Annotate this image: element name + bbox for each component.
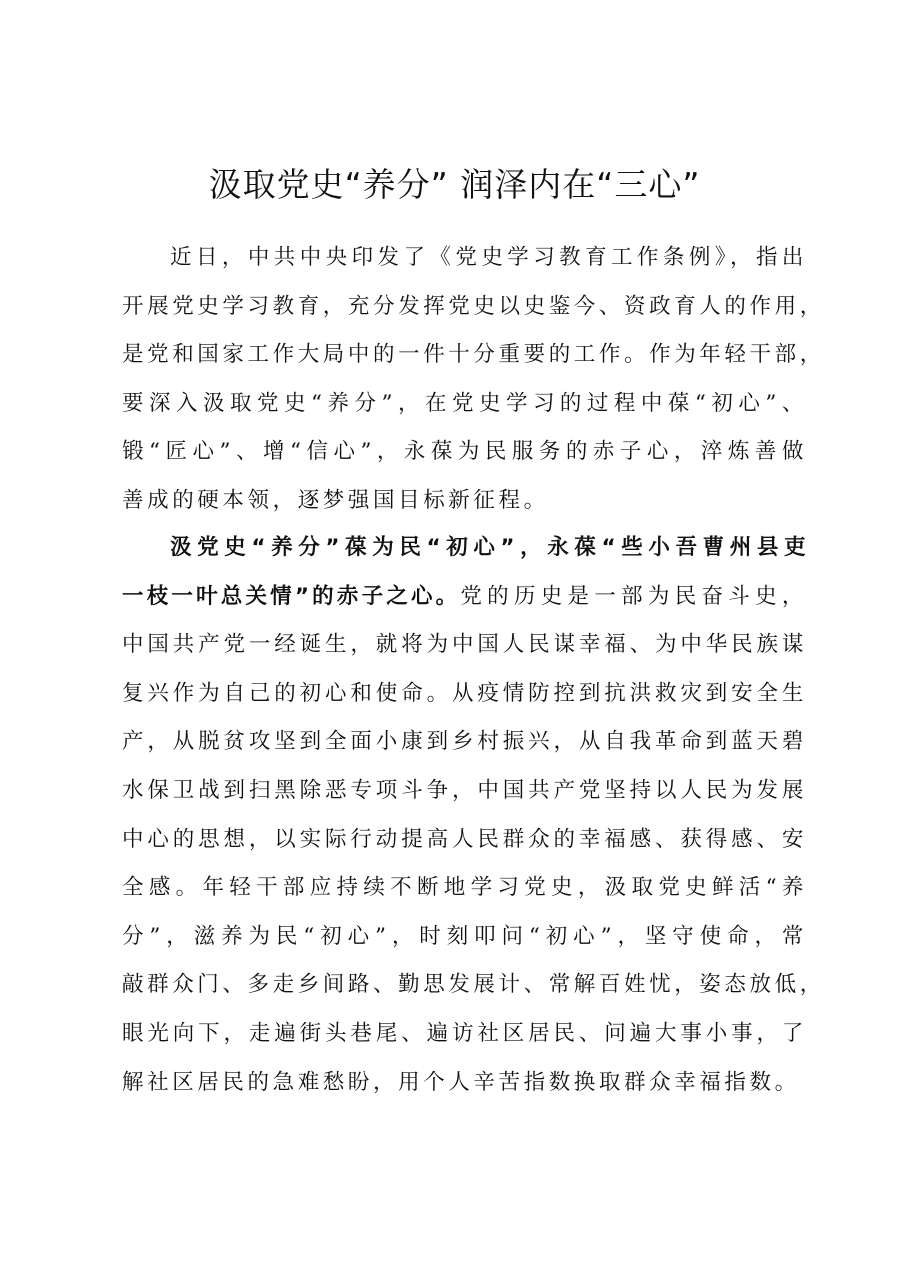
paragraph-line: 要深入汲取党史“养分”，在党史学习的过程中葆“初心”、	[122, 390, 807, 416]
paragraph-line: 分”，滋养为民“初心”，时刻叩问“初心”，坚守使命，常	[122, 923, 807, 949]
paragraph-line: 产，从脱贫攻坚到全面小康到乡村振兴，从自我革命到蓝天碧	[122, 729, 807, 755]
paragraph-line: 解社区居民的急难愁盼，用个人辛苦指数换取群众幸福指数。	[122, 1069, 800, 1095]
paragraph-line: 中心的思想，以实际行动提高人民群众的幸福感、获得感、安	[122, 826, 807, 852]
document-title: 汲取党史“养分” 润泽内在“三心”	[208, 165, 701, 204]
paragraph-line: 水保卫战到扫黑除恶专项斗争，中国共产党坚持以人民为发展	[122, 777, 807, 803]
paragraph-line: 中国共产党一经诞生，就将为中国人民谋幸福、为中华民族谋	[122, 632, 807, 658]
paragraph-line: 开展党史学习教育，充分发挥党史以史鉴今、资政育人的作用，	[122, 293, 825, 319]
paragraph-line: 善成的硬本领，逐梦强国目标新征程。	[122, 487, 549, 513]
paragraph-line: 锻“匠心”、增“信心”，永葆为民服务的赤子心，淬炼善做	[122, 439, 807, 465]
paragraph-line: 全感。年轻干部应持续不断地学习党史，汲取党史鲜活“养	[122, 875, 807, 901]
paragraph-line: 复兴作为自己的初心和使命。从疫情防控到抗洪救灾到安全生	[122, 680, 807, 706]
paragraph-line: 眼光向下，走遍街头巷尾、遍访社区居民、问遍大事小事，了	[122, 1020, 807, 1046]
section-heading-line: 汲党史“养分”葆为民“初心”，永葆“些小吾曹州县吏	[170, 535, 807, 560]
paragraph-line	[122, 573, 807, 622]
paragraph-intro	[122, 234, 825, 526]
paragraph-line: 敲群众门、多走乡间路、勤思发展计、常解百姓忧，姿态放低，	[122, 972, 825, 998]
paragraph-section-one	[122, 524, 825, 1107]
paragraph-line-rest: 党的历史是一部为民奋斗史，	[460, 583, 807, 609]
section-heading-line: 一枝一叶总关情”的赤子之心。	[122, 583, 461, 609]
paragraph-line: 是党和国家工作大局中的一件十分重要的工作。作为年轻干部，	[122, 342, 825, 368]
paragraph-line: 近日，中共中央印发了《党史学习教育工作条例》，指出	[170, 245, 807, 270]
